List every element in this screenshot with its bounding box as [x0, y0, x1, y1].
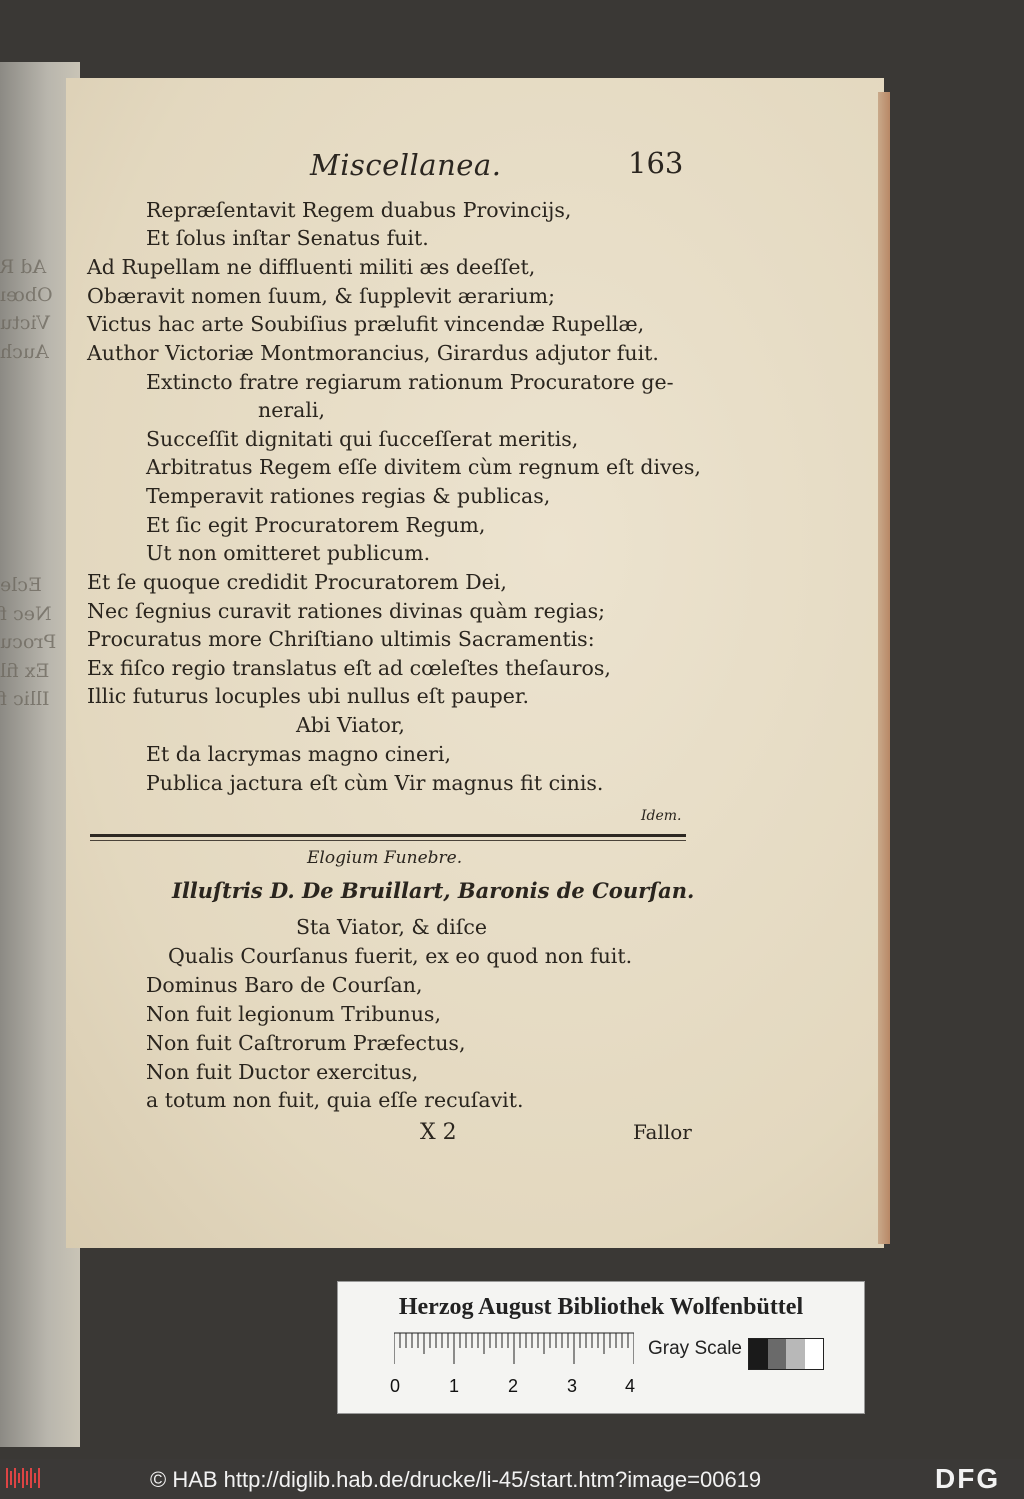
signature-mark: X 2 — [420, 1120, 457, 1145]
gray-scale-label: Gray Scale — [648, 1338, 742, 1359]
ghost-text: Nec f — [0, 603, 52, 625]
elogium-line: Dominus Baro de Courſan, — [146, 973, 423, 997]
epitaph-line: Abi Viator, — [296, 713, 405, 737]
epitaph-line: Et ſic egit Procuratorem Regum, — [146, 513, 486, 537]
copyright-link[interactable]: © HAB http://diglib.hab.de/drucke/li-45/start.htm?image=00619 — [150, 1467, 762, 1492]
ruler-number: 2 — [508, 1376, 519, 1396]
epitaph-line: Et da lacrymas magno cineri, — [146, 742, 452, 766]
library-label — [337, 1281, 865, 1414]
page-number: 163 — [628, 146, 684, 180]
epitaph-line: Illic futurus locuples ubi nullus eſt pauper. — [87, 684, 529, 708]
hab-barcode-icon — [5, 1465, 45, 1491]
page-edge — [878, 92, 890, 1244]
elogium-line: Qualis Courſanus fuerit, ex eo quod non fuit. — [168, 944, 633, 968]
ghost-text: Ad R — [0, 256, 47, 278]
divider-rule — [90, 834, 686, 837]
epitaph-line: Procuratus more Chriſtiano ultimis Sacramentis: — [87, 627, 595, 651]
elogium-line: a totum non fuit, quia eſſe recuſavit. — [146, 1088, 524, 1112]
signature: Idem. — [641, 808, 682, 824]
epitaph-line: Arbitratus Regem eſſe divitem cùm regnum eſt dives, — [146, 455, 701, 479]
ruler-scale — [394, 1332, 634, 1366]
ghost-text: Ex fil — [0, 660, 50, 682]
ghost-text: Ecle — [0, 574, 42, 596]
epitaph-line: Succeſſit dignitati qui ſucceſſerat meritis, — [146, 427, 579, 451]
epitaph-line: Author Victoriæ Montmorancius, Girardus adjutor fuit. — [87, 341, 659, 365]
section-heading: Elogium Funebre. — [307, 848, 463, 868]
ghost-text: Procu — [0, 631, 57, 653]
ruler-number: 1 — [449, 1376, 460, 1396]
epitaph-line: Ex fiſco regio translatus eſt ad cœleſtes theſauros, — [87, 656, 611, 680]
divider-rule-thin — [90, 840, 686, 841]
epitaph-line: Repræſentavit Regem duabus Provincijs, — [146, 198, 572, 222]
ruler-number: 3 — [567, 1376, 578, 1396]
epitaph-line: Ut non omitteret publicum. — [146, 541, 431, 565]
catchword: Fallor — [633, 1120, 692, 1144]
section-subheading: Illuſtris D. De Bruillart, Baronis de Courſan. — [172, 878, 695, 903]
ruler-number: 4 — [625, 1376, 636, 1396]
running-head: Miscellanea. — [310, 148, 502, 182]
library-name: Herzog August Bibliothek Wolfenbüttel — [398, 1294, 804, 1320]
epitaph-line: Victus hac arte Soubiſius prælufit vincendæ Rupellæ, — [87, 312, 645, 336]
epitaph-line: Et ſolus inſtar Senatus fuit. — [146, 226, 429, 250]
gray-scale-swatches — [748, 1338, 824, 1370]
epitaph-line: Temperavit rationes regias & publicas, — [146, 484, 551, 508]
elogium-line: Non fuit Ductor exercitus, — [146, 1060, 419, 1084]
elogium-line: Non fuit Caſtrorum Præfectus, — [146, 1031, 466, 1055]
epitaph-line: Ad Rupellam ne diffluenti militi æs deeſſet, — [87, 255, 536, 279]
viewer-footer — [0, 1459, 1024, 1499]
ghost-text: Obœı — [0, 284, 53, 306]
elogium-line: Sta Viator, & diſce — [296, 915, 488, 939]
elogium-line: Non fuit legionum Tribunus, — [146, 1002, 441, 1026]
epitaph-line: Nec ſegnius curavit rationes divinas quàm regias; — [87, 599, 606, 623]
dfg-logo: DFG — [935, 1463, 1001, 1494]
epitaph-line: nerali, — [258, 398, 325, 422]
ghost-text: Auch — [0, 341, 49, 363]
ghost-text: Illic f — [0, 688, 50, 710]
epitaph-line: Et ſe quoque credidit Procuratorem Dei, — [87, 570, 507, 594]
ruler-number: 0 — [390, 1376, 401, 1396]
epitaph-line: Obæravit nomen ſuum, & ſupplevit ærarium; — [87, 284, 555, 308]
epitaph-line: Publica jactura eſt cùm Vir magnus fit cinis. — [146, 771, 604, 795]
epitaph-line: Extincto fratre regiarum rationum Procuratore ge- — [146, 370, 674, 394]
ghost-text: Victu — [0, 312, 50, 334]
